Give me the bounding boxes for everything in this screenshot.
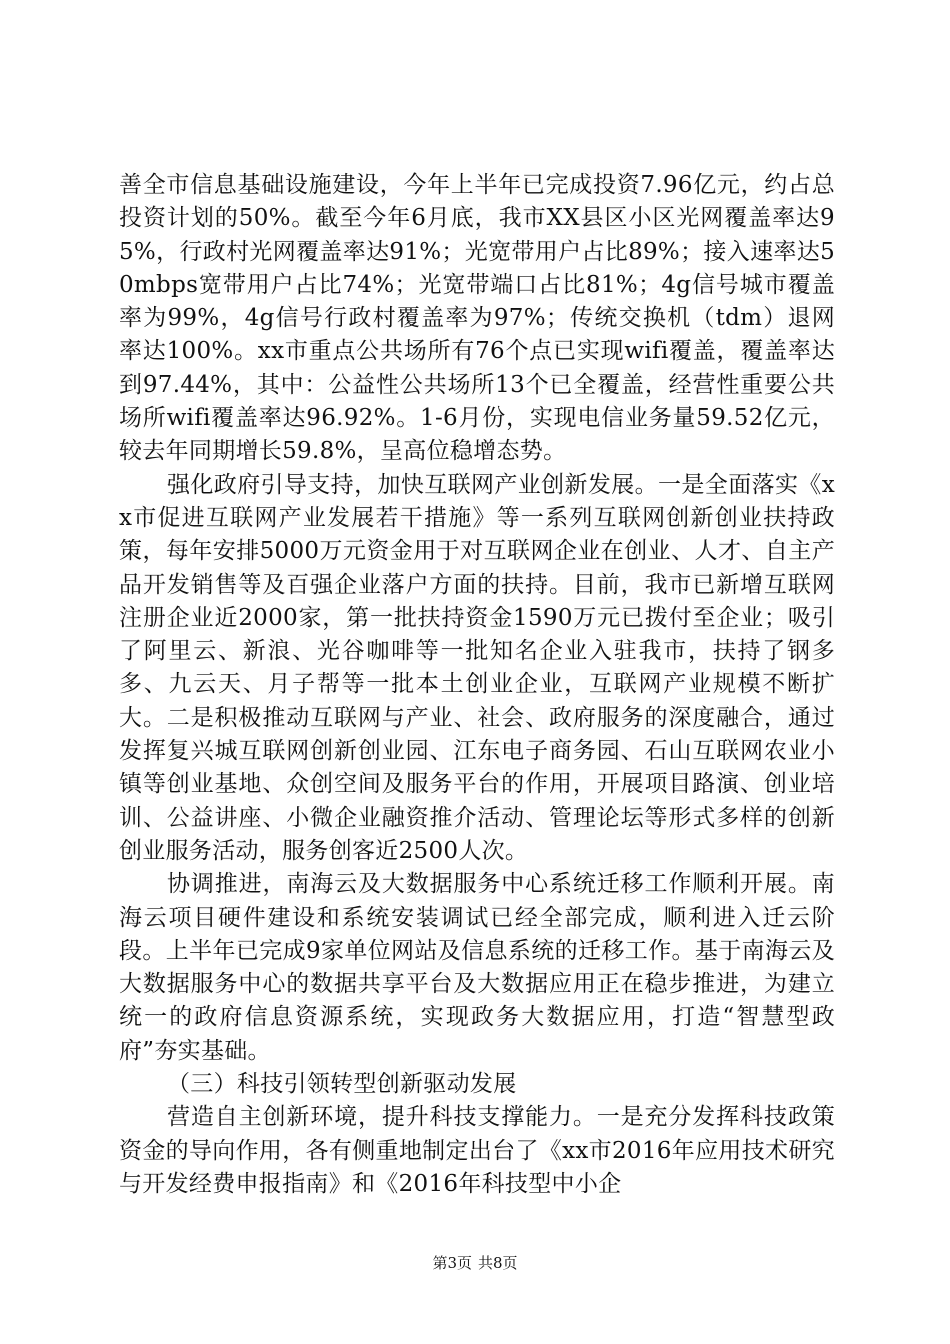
section-heading: （三）科技引领转型创新驱动发展 (167, 1071, 517, 1098)
page-footer (0, 1253, 950, 1273)
body-paragraph: 协调推进，南海云及大数据服务中心系统迁移工作顺利开展。南海云项目硬件建设和系统安装调试已经全部完成，顺利进入迁云阶段。上半年已完成9家单位网站及信息系统的迁移工作。基于南海云及大数据服务中心的数据共享平台及大数据应用正在稳步推进，为建立统一的政府信息资源系统，实现政务大数据应用，打造“智慧型政府”夯实基础。 (119, 871, 835, 1064)
body-paragraph: 强化政府引导支持，加快互联网产业创新发展。一是全面落实《xx市促进互联网产业发展若干措施》等一系列互联网创新创业扶持政策，每年安排5000万元资金用于对互联网企业在创业、人才、自主产品开发销售等及百强企业落户方面的扶持。目前，我市已新增互联网注册企业近2000家，第一批扶持资金1590万元已拨付至企业；吸引了阿里云、新浪、光谷咖啡等一批知名企业入驻我市，扶持了钢多多、九云天、月子帮等一批本土创业企业，互联网产业规模不断扩大。二是积极推动互联网与产业、社会、政府服务的深度融合，通过发挥复兴城互联网创新创业园、江东电子商务园、石山互联网农业小镇等创业基地、众创空间及服务平台的作用，开展项目路演、创业培训、公益讲座、小微企业融资推介活动、管理论坛等形式多样的创新创业服务活动，服务创客近2500人次。 (119, 471, 835, 864)
page-total: 共8页 (478, 1254, 518, 1272)
page-number: 第3页 (432, 1254, 472, 1272)
body-paragraph: 善全市信息基础设施建设，今年上半年已完成投资7.96亿元，约占总投资计划的50%。截至今年6月底，我市XX县区小区光网覆盖率达95%，行政村光网覆盖率达91%；光宽带用户占比89%；接入速率达50mbps宽带用户占比74%；光宽带端口占比81%；4g信号城市覆盖率为99%，4g信号行政村覆盖率为97%；传统交换机（tdm）退网率达100%。xx市重点公共场所有76个点已实现wifi覆盖，覆盖率达到97.44%，其中：公益性公共场所13个已全覆盖，经营性重要公共场所wifi覆盖率达96.92%。1-6月份，实现电信业务量59.52亿元，较去年同期增长59.8%，呈高位稳增态势。 (119, 172, 835, 465)
document-body (119, 169, 835, 1201)
body-paragraph: 营造自主创新环境，提升科技支撑能力。一是充分发挥科技政策资金的导向作用，各有侧重地制定出台了《xx市2016年应用技术研究与开发经费申报指南》和《2016年科技型中小企 (119, 1104, 835, 1197)
